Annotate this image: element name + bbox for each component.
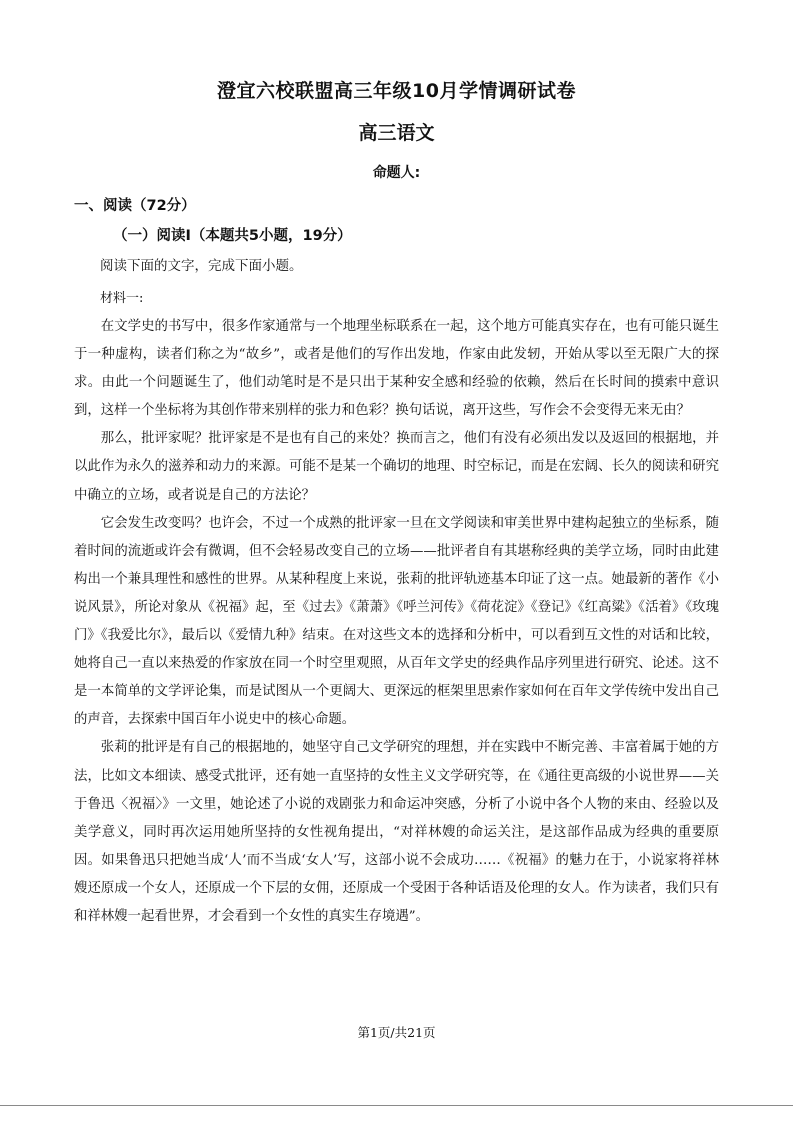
paragraph: 张莉的批评是有自己的根据地的，她坚守自己文学研究的理想，并在实践中不断完善、丰富着属于她的方法，比如文本细读、感受式批评，还有她一直坚持的女性主义文学研究等，在《通往更高级的小说世界——关于鲁迅〈祝福〉》一文里，她论述了小说的戏剧张力和命运冲突感，分析了小说中各个人物的来由、经验以及美学意义，同时再次运用她所坚持的女性视角提出，“对祥林嫂的命运关注，是这部作品成为经典的重要原因。如果鲁迅只把她当成‘人’而不当成‘女人’写，这部小说不会成功……《祝福》的魅力在于，小说家将祥林嫂还原成一个女人，还原成一个下层的女佣，还原成一个受困于各种话语及伦理的女人。作为读者，我们只有和祥林嫂一起看世界，才会看到一个女性的真实生存境遇”。 <box>74 740 719 924</box>
paragraph: 它会发生改变吗？也许会，不过一个成熟的批评家一旦在文学阅读和审美世界中建构起独立的坐标系，随着时间的流逝或许会有微调，但不会轻易改变自己的立场——批评者自有其堪称经典的美学立场，同时由此建构出一个兼具理性和感性的世界。从某种程度上来说，张莉的批评轨迹基本印证了这一点。她最新的著作《小说风景》，所论对象从《祝福》起，至《过去》《萧萧》《呼兰河传》《荷花淀》《登记》《红高粱》《活着》《玫瑰门》《我爱比尔》，最后以《爱情九种》结束。在对这些文本的选择和分析中，可以看到互文性的对话和比较，她将自己一直以来热爱的作家放在同一个时空里观照，从百年文学史的经典作品序列里进行研究、论述。这不是一本简单的文学评论集，而是试图从一个更阔大、更深远的框架里思索作家如何在百年文学传统中发出自己的声音，去探索中国百年小说史中的核心命题。 <box>74 515 719 728</box>
section-heading: 一、阅读（72分） <box>74 198 196 214</box>
paragraph: 那么，批评家呢？批评家是不是也有自己的来处？换而言之，他们有没有必须出发以及返回的根据地，并以此作为永久的滋养和动力的来源。可能不是某一个确切的地理、时空标记，而是在宏阔、长久的阅读和研究中确立的立场，或者说是自己的方法论？ <box>74 431 719 503</box>
page-divider <box>0 1105 793 1106</box>
reading-instruction: 阅读下面的文字，完成下面小题。 <box>100 258 303 274</box>
paragraph: 在文学史的书写中，很多作家通常与一个地理坐标联系在一起，这个地方可能真实存在，也有可能只诞生于一种虚构，读者们称之为“故乡”，或者是他们的写作出发地，作家由此发轫，开始从零以至无限广大的探求。由此一个问题诞生了，他们动笔时是不是只出于某种安全感和经验的依赖，然后在长时间的摸索中意识到，这样一个坐标将为其创作带来别样的张力和色彩？换句话说，离开这些，写作会不会变得无来无由？ <box>74 319 719 419</box>
page-indicator: 第1页/共21页 <box>357 1025 436 1040</box>
exam-subject: 高三语文 <box>358 122 435 144</box>
material-label: 材料一: <box>100 291 144 306</box>
author-label: 命题人: <box>372 165 421 181</box>
article-body <box>74 313 719 931</box>
subsection-heading: （一）阅读Ⅰ（本题共5小题，19分） <box>113 228 352 244</box>
exam-title: 澄宜六校联盟高三年级10月学情调研试卷 <box>217 80 576 102</box>
